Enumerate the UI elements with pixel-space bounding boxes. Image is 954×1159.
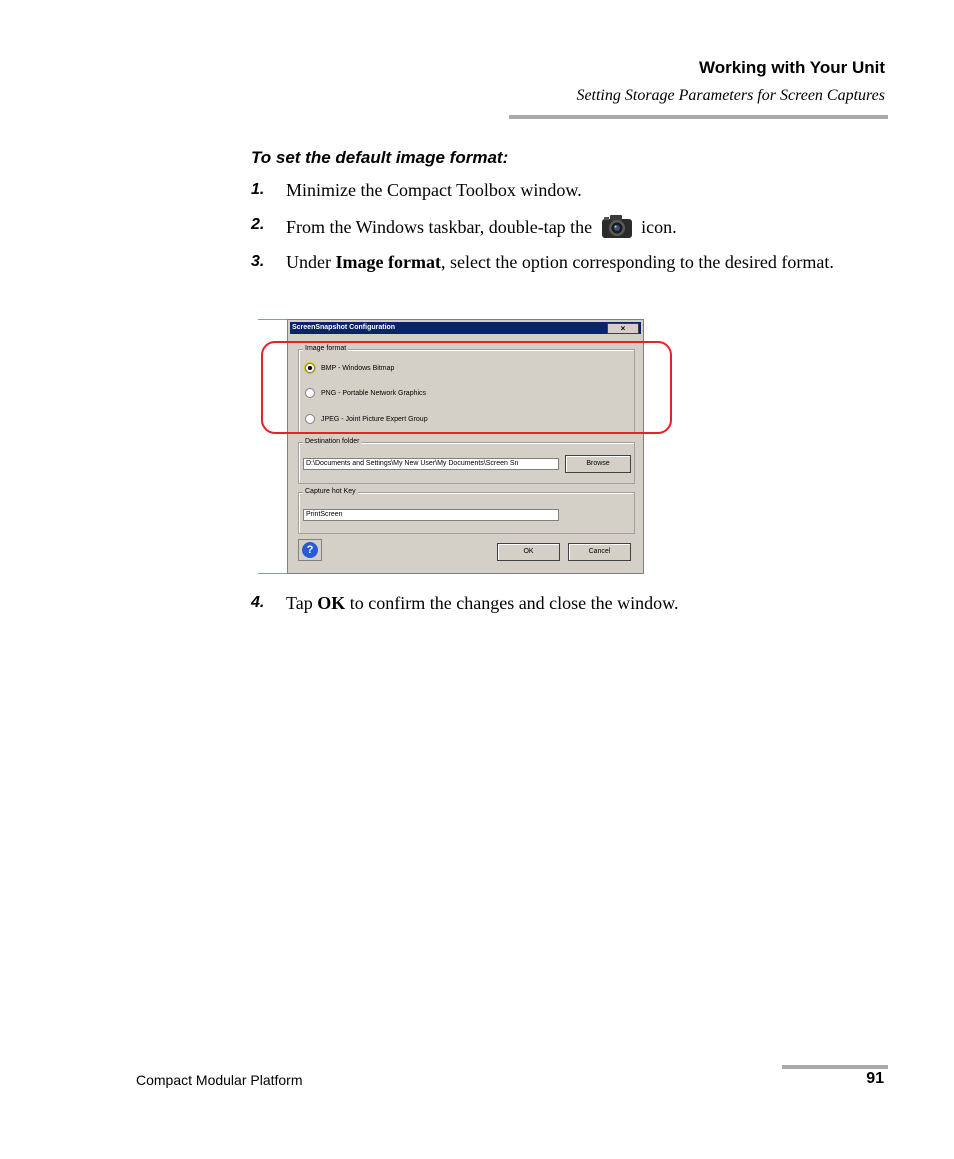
footer-product: Compact Modular Platform <box>136 1072 303 1088</box>
header-section: Setting Storage Parameters for Screen Captures <box>576 87 885 104</box>
radio-label: JPEG - Joint Picture Expert Group <box>321 415 428 423</box>
step-text-after: to confirm the changes and close the window. <box>345 593 679 613</box>
dialog-titlebar <box>290 322 641 334</box>
dialog-title: ScreenSnapshot Configuration <box>292 324 396 331</box>
step-2 <box>251 213 876 245</box>
step-text: Minimize the Compact Toolbox window. <box>286 180 582 200</box>
footer-rule <box>782 1065 888 1069</box>
help-icon: ? <box>302 542 318 558</box>
edge-line-bottom <box>258 573 288 574</box>
radio-label: BMP - Windows Bitmap <box>321 364 395 372</box>
help-button[interactable] <box>298 539 322 561</box>
step-text-before: From the Windows taskbar, double-tap the <box>286 217 593 238</box>
cancel-button[interactable]: Cancel <box>568 543 631 561</box>
destination-input[interactable]: D:\Documents and Settings\My New User\My Documents\Screen Sn <box>303 458 559 470</box>
step-text-before: Under <box>286 252 336 272</box>
step-number: 2. <box>251 216 265 233</box>
procedure-title: To set the default image format: <box>251 148 509 167</box>
page-number: 91 <box>866 1070 884 1087</box>
radio-label: PNG - Portable Network Graphics <box>321 389 427 397</box>
destination-group <box>298 438 635 484</box>
close-button[interactable]: × <box>607 323 639 334</box>
step-4 <box>251 591 876 615</box>
destination-label: Destination folder <box>305 438 360 445</box>
header-chapter: Working with Your Unit <box>698 58 885 77</box>
header-rule <box>509 115 888 119</box>
step-text-bold: OK <box>317 593 346 613</box>
step-number: 3. <box>251 253 265 270</box>
step-3 <box>251 250 876 274</box>
step-text-after: , select the option corresponding to the desired format. <box>440 252 834 272</box>
edge-line-top <box>258 319 288 320</box>
image-format-label: Image format <box>305 345 347 352</box>
step-text-bold: Image format <box>335 252 441 272</box>
step-number: 1. <box>251 181 265 198</box>
camera-icon <box>601 213 633 245</box>
ok-button[interactable]: OK <box>497 543 560 561</box>
step-text-after: icon. <box>641 217 677 238</box>
hotkey-label: Capture hot Key <box>305 488 356 495</box>
step-text-before: Tap <box>286 593 318 613</box>
hotkey-group <box>298 488 635 534</box>
step-1 <box>251 178 876 202</box>
browse-button[interactable]: Browse <box>565 455 631 473</box>
hotkey-input[interactable]: PrintScreen <box>303 509 559 521</box>
step-number: 4. <box>251 594 265 611</box>
highlight-callout <box>261 341 672 434</box>
